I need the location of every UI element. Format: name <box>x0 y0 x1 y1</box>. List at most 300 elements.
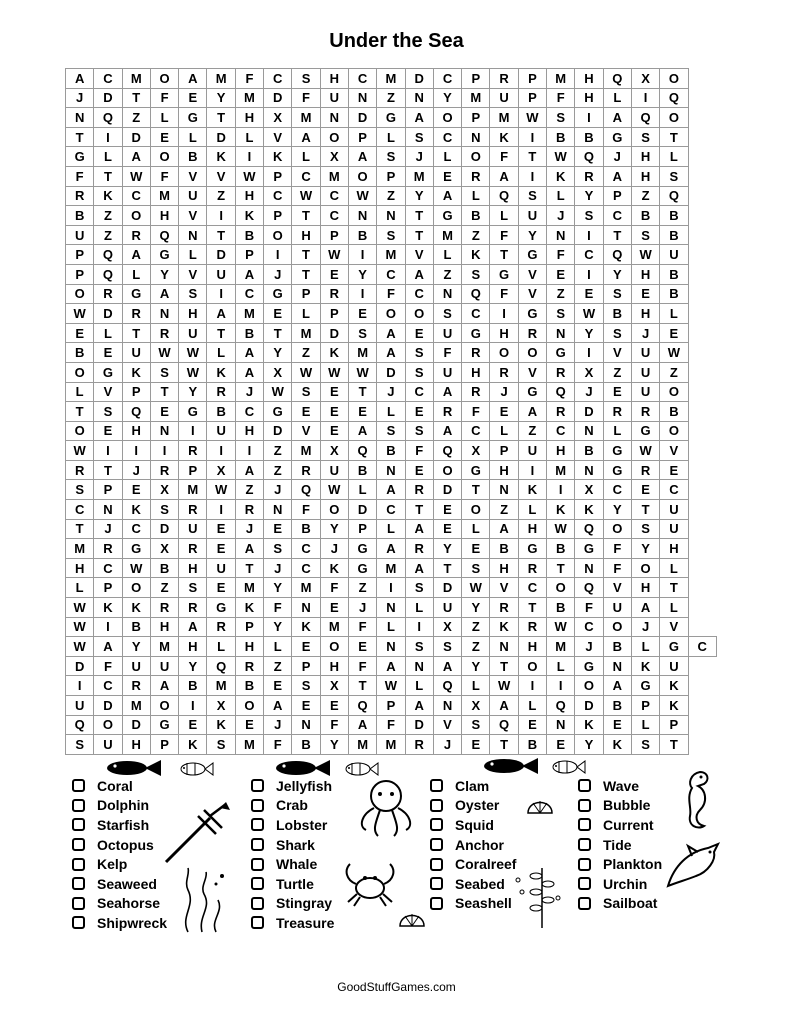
grid-cell[interactable]: C <box>688 637 716 657</box>
grid-cell[interactable]: M <box>150 186 178 206</box>
grid-cell[interactable]: J <box>631 323 659 343</box>
grid-cell[interactable]: C <box>660 480 688 500</box>
grid-cell[interactable]: J <box>433 735 461 755</box>
grid-cell[interactable]: P <box>462 69 490 89</box>
grid-cell[interactable]: Q <box>348 441 376 461</box>
grid-cell[interactable]: C <box>462 304 490 324</box>
grid-cell[interactable]: O <box>150 147 178 167</box>
grid-cell[interactable]: R <box>179 441 207 461</box>
grid-cell[interactable]: K <box>320 558 348 578</box>
grid-cell[interactable]: U <box>179 186 207 206</box>
grid-cell[interactable]: T <box>292 245 320 265</box>
grid-cell[interactable]: B <box>547 127 575 147</box>
grid-cell[interactable]: E <box>405 402 433 422</box>
grid-cell[interactable]: X <box>320 676 348 696</box>
grid-cell[interactable]: E <box>660 460 688 480</box>
grid-cell[interactable]: E <box>405 323 433 343</box>
grid-cell[interactable]: A <box>150 284 178 304</box>
grid-cell[interactable]: E <box>292 637 320 657</box>
grid-cell[interactable]: Z <box>433 264 461 284</box>
grid-cell[interactable]: U <box>207 421 235 441</box>
grid-cell[interactable]: K <box>122 500 150 520</box>
grid-cell[interactable]: K <box>603 735 631 755</box>
grid-cell[interactable]: X <box>264 362 292 382</box>
grid-cell[interactable]: Y <box>462 598 490 618</box>
grid-cell[interactable]: K <box>660 676 688 696</box>
grid-cell[interactable]: E <box>179 715 207 735</box>
grid-cell[interactable]: P <box>292 284 320 304</box>
grid-cell[interactable]: F <box>405 441 433 461</box>
grid-cell[interactable]: E <box>433 500 461 520</box>
grid-cell[interactable]: C <box>433 69 461 89</box>
grid-cell[interactable]: H <box>235 186 263 206</box>
grid-cell[interactable]: R <box>631 460 659 480</box>
grid-cell[interactable]: I <box>207 284 235 304</box>
grid-cell[interactable]: A <box>490 166 518 186</box>
grid-cell[interactable]: S <box>631 127 659 147</box>
grid-cell[interactable]: A <box>348 421 376 441</box>
grid-cell[interactable]: P <box>320 304 348 324</box>
grid-cell[interactable]: G <box>518 382 546 402</box>
grid-cell[interactable]: C <box>518 578 546 598</box>
grid-cell[interactable]: I <box>150 441 178 461</box>
grid-cell[interactable]: Q <box>603 69 631 89</box>
grid-cell[interactable]: R <box>94 539 122 559</box>
grid-cell[interactable]: T <box>207 323 235 343</box>
grid-cell[interactable]: C <box>264 186 292 206</box>
grid-cell[interactable]: Z <box>264 656 292 676</box>
grid-cell[interactable]: A <box>518 402 546 422</box>
grid-cell[interactable]: P <box>122 382 150 402</box>
grid-cell[interactable]: I <box>575 108 603 128</box>
grid-cell[interactable]: N <box>490 637 518 657</box>
grid-cell[interactable]: I <box>207 500 235 520</box>
grid-cell[interactable]: Q <box>207 656 235 676</box>
grid-cell[interactable]: A <box>405 696 433 716</box>
grid-cell[interactable]: L <box>94 147 122 167</box>
grid-cell[interactable]: B <box>179 147 207 167</box>
grid-cell[interactable]: N <box>264 500 292 520</box>
grid-cell[interactable]: I <box>631 88 659 108</box>
grid-cell[interactable]: V <box>518 362 546 382</box>
grid-cell[interactable]: M <box>150 637 178 657</box>
grid-cell[interactable]: A <box>292 127 320 147</box>
grid-cell[interactable]: D <box>122 715 150 735</box>
grid-cell[interactable]: F <box>490 225 518 245</box>
grid-cell[interactable]: I <box>94 127 122 147</box>
grid-cell[interactable]: I <box>575 225 603 245</box>
grid-cell[interactable]: C <box>603 480 631 500</box>
grid-cell[interactable]: G <box>264 284 292 304</box>
grid-cell[interactable]: S <box>405 127 433 147</box>
grid-cell[interactable]: I <box>547 480 575 500</box>
grid-cell[interactable]: W <box>207 480 235 500</box>
grid-cell[interactable]: R <box>66 186 94 206</box>
word-checkbox[interactable] <box>251 799 264 812</box>
grid-cell[interactable]: Y <box>122 637 150 657</box>
grid-cell[interactable]: P <box>66 245 94 265</box>
grid-cell[interactable]: J <box>264 558 292 578</box>
grid-cell[interactable]: Y <box>150 264 178 284</box>
grid-cell[interactable]: R <box>462 343 490 363</box>
grid-cell[interactable]: Y <box>631 539 659 559</box>
grid-cell[interactable]: D <box>348 500 376 520</box>
grid-cell[interactable]: Z <box>94 206 122 226</box>
grid-cell[interactable]: O <box>122 578 150 598</box>
grid-cell[interactable]: Y <box>320 519 348 539</box>
grid-cell[interactable]: N <box>150 421 178 441</box>
grid-cell[interactable]: B <box>235 225 263 245</box>
grid-cell[interactable]: Q <box>603 245 631 265</box>
grid-cell[interactable]: W <box>490 676 518 696</box>
grid-cell[interactable]: O <box>66 421 94 441</box>
grid-cell[interactable]: G <box>66 147 94 167</box>
grid-cell[interactable]: R <box>66 460 94 480</box>
grid-cell[interactable]: K <box>235 598 263 618</box>
grid-cell[interactable]: A <box>603 166 631 186</box>
grid-cell[interactable]: K <box>235 206 263 226</box>
grid-cell[interactable]: P <box>462 108 490 128</box>
grid-cell[interactable]: V <box>603 578 631 598</box>
grid-cell[interactable]: L <box>292 304 320 324</box>
grid-cell[interactable]: A <box>348 147 376 167</box>
grid-cell[interactable]: X <box>150 480 178 500</box>
grid-cell[interactable]: C <box>264 69 292 89</box>
grid-cell[interactable]: Z <box>377 186 405 206</box>
grid-cell[interactable]: G <box>603 441 631 461</box>
grid-cell[interactable]: P <box>348 519 376 539</box>
grid-cell[interactable]: M <box>462 88 490 108</box>
grid-cell[interactable]: A <box>490 519 518 539</box>
grid-cell[interactable]: W <box>377 676 405 696</box>
grid-cell[interactable]: G <box>150 245 178 265</box>
grid-cell[interactable]: R <box>179 539 207 559</box>
grid-cell[interactable]: H <box>122 421 150 441</box>
grid-cell[interactable]: Y <box>405 186 433 206</box>
grid-cell[interactable]: L <box>462 186 490 206</box>
grid-cell[interactable]: Y <box>264 343 292 363</box>
grid-cell[interactable]: B <box>150 558 178 578</box>
grid-cell[interactable]: X <box>207 460 235 480</box>
grid-cell[interactable]: D <box>207 245 235 265</box>
grid-cell[interactable]: N <box>320 108 348 128</box>
grid-cell[interactable]: R <box>207 382 235 402</box>
grid-cell[interactable]: E <box>292 696 320 716</box>
grid-cell[interactable]: C <box>292 166 320 186</box>
grid-cell[interactable]: Y <box>207 88 235 108</box>
grid-cell[interactable]: D <box>94 304 122 324</box>
grid-cell[interactable]: Q <box>433 676 461 696</box>
grid-cell[interactable]: J <box>264 715 292 735</box>
grid-cell[interactable]: J <box>66 88 94 108</box>
grid-cell[interactable]: D <box>575 402 603 422</box>
grid-cell[interactable]: I <box>575 264 603 284</box>
grid-cell[interactable]: A <box>433 421 461 441</box>
word-checkbox[interactable] <box>251 897 264 910</box>
grid-cell[interactable]: U <box>122 656 150 676</box>
grid-cell[interactable]: D <box>264 421 292 441</box>
grid-cell[interactable]: C <box>603 206 631 226</box>
grid-cell[interactable]: E <box>348 637 376 657</box>
grid-cell[interactable]: P <box>235 617 263 637</box>
grid-cell[interactable]: S <box>405 637 433 657</box>
grid-cell[interactable]: M <box>207 676 235 696</box>
grid-cell[interactable]: I <box>348 245 376 265</box>
grid-cell[interactable]: E <box>348 304 376 324</box>
grid-cell[interactable]: V <box>207 166 235 186</box>
grid-cell[interactable]: E <box>264 519 292 539</box>
grid-cell[interactable]: L <box>433 245 461 265</box>
grid-cell[interactable]: F <box>348 656 376 676</box>
word-checkbox[interactable] <box>72 897 85 910</box>
word-checkbox[interactable] <box>430 818 443 831</box>
grid-cell[interactable]: C <box>405 382 433 402</box>
grid-cell[interactable]: R <box>490 362 518 382</box>
grid-cell[interactable]: I <box>94 441 122 461</box>
grid-cell[interactable]: B <box>603 637 631 657</box>
grid-cell[interactable]: S <box>94 402 122 422</box>
grid-cell[interactable]: F <box>264 735 292 755</box>
grid-cell[interactable]: B <box>490 539 518 559</box>
grid-cell[interactable]: G <box>575 539 603 559</box>
grid-cell[interactable]: V <box>405 245 433 265</box>
grid-cell[interactable]: S <box>377 225 405 245</box>
grid-cell[interactable]: J <box>122 460 150 480</box>
grid-cell[interactable]: D <box>433 480 461 500</box>
grid-cell[interactable]: T <box>150 382 178 402</box>
word-checkbox[interactable] <box>430 799 443 812</box>
grid-cell[interactable]: N <box>547 323 575 343</box>
grid-cell[interactable]: I <box>235 441 263 461</box>
grid-cell[interactable]: N <box>575 558 603 578</box>
grid-cell[interactable]: F <box>66 166 94 186</box>
grid-cell[interactable]: S <box>575 206 603 226</box>
grid-cell[interactable]: N <box>433 284 461 304</box>
grid-cell[interactable]: N <box>292 715 320 735</box>
grid-cell[interactable]: E <box>490 402 518 422</box>
grid-cell[interactable]: I <box>490 304 518 324</box>
grid-cell[interactable]: S <box>631 735 659 755</box>
grid-cell[interactable]: I <box>575 343 603 363</box>
grid-cell[interactable]: W <box>292 186 320 206</box>
grid-cell[interactable]: Y <box>575 735 603 755</box>
grid-cell[interactable]: C <box>405 284 433 304</box>
grid-cell[interactable]: R <box>405 735 433 755</box>
grid-cell[interactable]: T <box>122 323 150 343</box>
grid-cell[interactable]: Q <box>490 715 518 735</box>
grid-cell[interactable]: U <box>603 598 631 618</box>
grid-cell[interactable]: G <box>462 323 490 343</box>
grid-cell[interactable]: Q <box>94 245 122 265</box>
grid-cell[interactable]: O <box>660 108 688 128</box>
grid-cell[interactable]: O <box>320 637 348 657</box>
grid-cell[interactable]: K <box>575 715 603 735</box>
grid-cell[interactable]: X <box>150 539 178 559</box>
grid-cell[interactable]: U <box>122 343 150 363</box>
grid-cell[interactable]: M <box>377 558 405 578</box>
grid-cell[interactable]: M <box>547 460 575 480</box>
grid-cell[interactable]: S <box>603 284 631 304</box>
grid-cell[interactable]: A <box>377 539 405 559</box>
word-checkbox[interactable] <box>72 838 85 851</box>
grid-cell[interactable]: W <box>320 480 348 500</box>
grid-cell[interactable]: W <box>179 362 207 382</box>
grid-cell[interactable]: W <box>462 578 490 598</box>
grid-cell[interactable]: Y <box>575 323 603 343</box>
word-checkbox[interactable] <box>72 858 85 871</box>
grid-cell[interactable]: O <box>66 284 94 304</box>
grid-cell[interactable]: F <box>490 147 518 167</box>
grid-cell[interactable]: G <box>518 245 546 265</box>
grid-cell[interactable]: F <box>320 715 348 735</box>
grid-cell[interactable]: G <box>490 264 518 284</box>
grid-cell[interactable]: P <box>490 441 518 461</box>
grid-cell[interactable]: T <box>405 500 433 520</box>
grid-cell[interactable]: Q <box>94 264 122 284</box>
grid-cell[interactable]: H <box>235 421 263 441</box>
grid-cell[interactable]: R <box>405 480 433 500</box>
grid-cell[interactable]: C <box>122 519 150 539</box>
word-checkbox[interactable] <box>578 897 591 910</box>
grid-cell[interactable]: E <box>150 127 178 147</box>
grid-cell[interactable]: B <box>518 735 546 755</box>
grid-cell[interactable]: X <box>575 362 603 382</box>
grid-cell[interactable]: L <box>348 480 376 500</box>
grid-cell[interactable]: M <box>547 637 575 657</box>
grid-cell[interactable]: W <box>631 441 659 461</box>
grid-cell[interactable]: J <box>264 264 292 284</box>
grid-cell[interactable]: O <box>433 108 461 128</box>
grid-cell[interactable]: D <box>94 696 122 716</box>
grid-cell[interactable]: R <box>490 598 518 618</box>
grid-cell[interactable]: L <box>660 147 688 167</box>
grid-cell[interactable]: I <box>207 441 235 461</box>
grid-cell[interactable]: F <box>348 617 376 637</box>
grid-cell[interactable]: E <box>603 715 631 735</box>
grid-cell[interactable]: Z <box>207 186 235 206</box>
grid-cell[interactable]: P <box>179 460 207 480</box>
grid-cell[interactable]: S <box>603 323 631 343</box>
grid-cell[interactable]: I <box>405 617 433 637</box>
grid-cell[interactable]: X <box>631 69 659 89</box>
grid-cell[interactable]: H <box>631 304 659 324</box>
grid-cell[interactable]: P <box>320 225 348 245</box>
grid-cell[interactable]: D <box>94 88 122 108</box>
grid-cell[interactable]: E <box>207 539 235 559</box>
grid-cell[interactable]: A <box>377 323 405 343</box>
grid-cell[interactable]: A <box>603 108 631 128</box>
grid-cell[interactable]: A <box>122 245 150 265</box>
grid-cell[interactable]: L <box>547 656 575 676</box>
grid-cell[interactable]: I <box>122 441 150 461</box>
grid-cell[interactable]: L <box>603 421 631 441</box>
grid-cell[interactable]: J <box>94 519 122 539</box>
grid-cell[interactable]: S <box>150 500 178 520</box>
grid-cell[interactable]: P <box>292 656 320 676</box>
grid-cell[interactable]: C <box>320 186 348 206</box>
grid-cell[interactable]: M <box>405 166 433 186</box>
grid-cell[interactable]: A <box>433 382 461 402</box>
grid-cell[interactable]: Z <box>603 362 631 382</box>
grid-cell[interactable]: W <box>264 382 292 402</box>
grid-cell[interactable]: N <box>377 460 405 480</box>
grid-cell[interactable]: K <box>660 696 688 716</box>
word-checkbox[interactable] <box>251 818 264 831</box>
grid-cell[interactable]: U <box>179 323 207 343</box>
word-checkbox[interactable] <box>251 838 264 851</box>
grid-cell[interactable]: J <box>575 382 603 402</box>
grid-cell[interactable]: O <box>122 206 150 226</box>
grid-cell[interactable]: X <box>320 147 348 167</box>
grid-cell[interactable]: T <box>405 206 433 226</box>
grid-cell[interactable]: E <box>150 402 178 422</box>
grid-cell[interactable]: I <box>179 696 207 716</box>
grid-cell[interactable]: E <box>603 382 631 402</box>
grid-cell[interactable]: O <box>405 304 433 324</box>
grid-cell[interactable]: S <box>292 382 320 402</box>
grid-cell[interactable]: E <box>433 166 461 186</box>
grid-cell[interactable]: L <box>660 598 688 618</box>
grid-cell[interactable]: Z <box>150 578 178 598</box>
grid-cell[interactable]: Z <box>264 460 292 480</box>
grid-cell[interactable]: J <box>235 519 263 539</box>
grid-cell[interactable]: B <box>66 343 94 363</box>
grid-cell[interactable]: K <box>122 598 150 618</box>
grid-cell[interactable]: E <box>122 480 150 500</box>
grid-cell[interactable]: B <box>179 676 207 696</box>
grid-cell[interactable]: W <box>150 343 178 363</box>
grid-cell[interactable]: G <box>179 108 207 128</box>
grid-cell[interactable]: O <box>150 69 178 89</box>
grid-cell[interactable]: E <box>320 264 348 284</box>
grid-cell[interactable]: T <box>490 735 518 755</box>
grid-cell[interactable]: N <box>575 421 603 441</box>
grid-cell[interactable]: S <box>66 480 94 500</box>
grid-cell[interactable]: J <box>631 617 659 637</box>
grid-cell[interactable]: A <box>405 558 433 578</box>
grid-cell[interactable]: R <box>94 284 122 304</box>
grid-cell[interactable]: F <box>150 88 178 108</box>
grid-cell[interactable]: G <box>518 539 546 559</box>
grid-cell[interactable]: B <box>575 127 603 147</box>
grid-cell[interactable]: V <box>490 578 518 598</box>
grid-cell[interactable]: A <box>122 147 150 167</box>
grid-cell[interactable]: T <box>631 500 659 520</box>
grid-cell[interactable]: E <box>547 264 575 284</box>
grid-cell[interactable]: E <box>462 735 490 755</box>
grid-cell[interactable]: T <box>66 127 94 147</box>
word-checkbox[interactable] <box>578 779 591 792</box>
grid-cell[interactable]: A <box>433 186 461 206</box>
grid-cell[interactable]: H <box>320 69 348 89</box>
grid-cell[interactable]: Y <box>462 656 490 676</box>
grid-cell[interactable]: R <box>150 598 178 618</box>
grid-cell[interactable]: A <box>405 519 433 539</box>
grid-cell[interactable]: S <box>66 735 94 755</box>
grid-cell[interactable]: W <box>179 343 207 363</box>
grid-cell[interactable]: M <box>179 480 207 500</box>
grid-cell[interactable]: K <box>264 147 292 167</box>
grid-cell[interactable]: F <box>292 500 320 520</box>
grid-cell[interactable]: A <box>377 343 405 363</box>
grid-cell[interactable]: M <box>292 441 320 461</box>
grid-cell[interactable]: C <box>462 421 490 441</box>
grid-cell[interactable]: X <box>207 696 235 716</box>
grid-cell[interactable]: I <box>518 676 546 696</box>
grid-cell[interactable]: S <box>377 147 405 167</box>
grid-cell[interactable]: Q <box>292 480 320 500</box>
grid-cell[interactable]: O <box>575 676 603 696</box>
